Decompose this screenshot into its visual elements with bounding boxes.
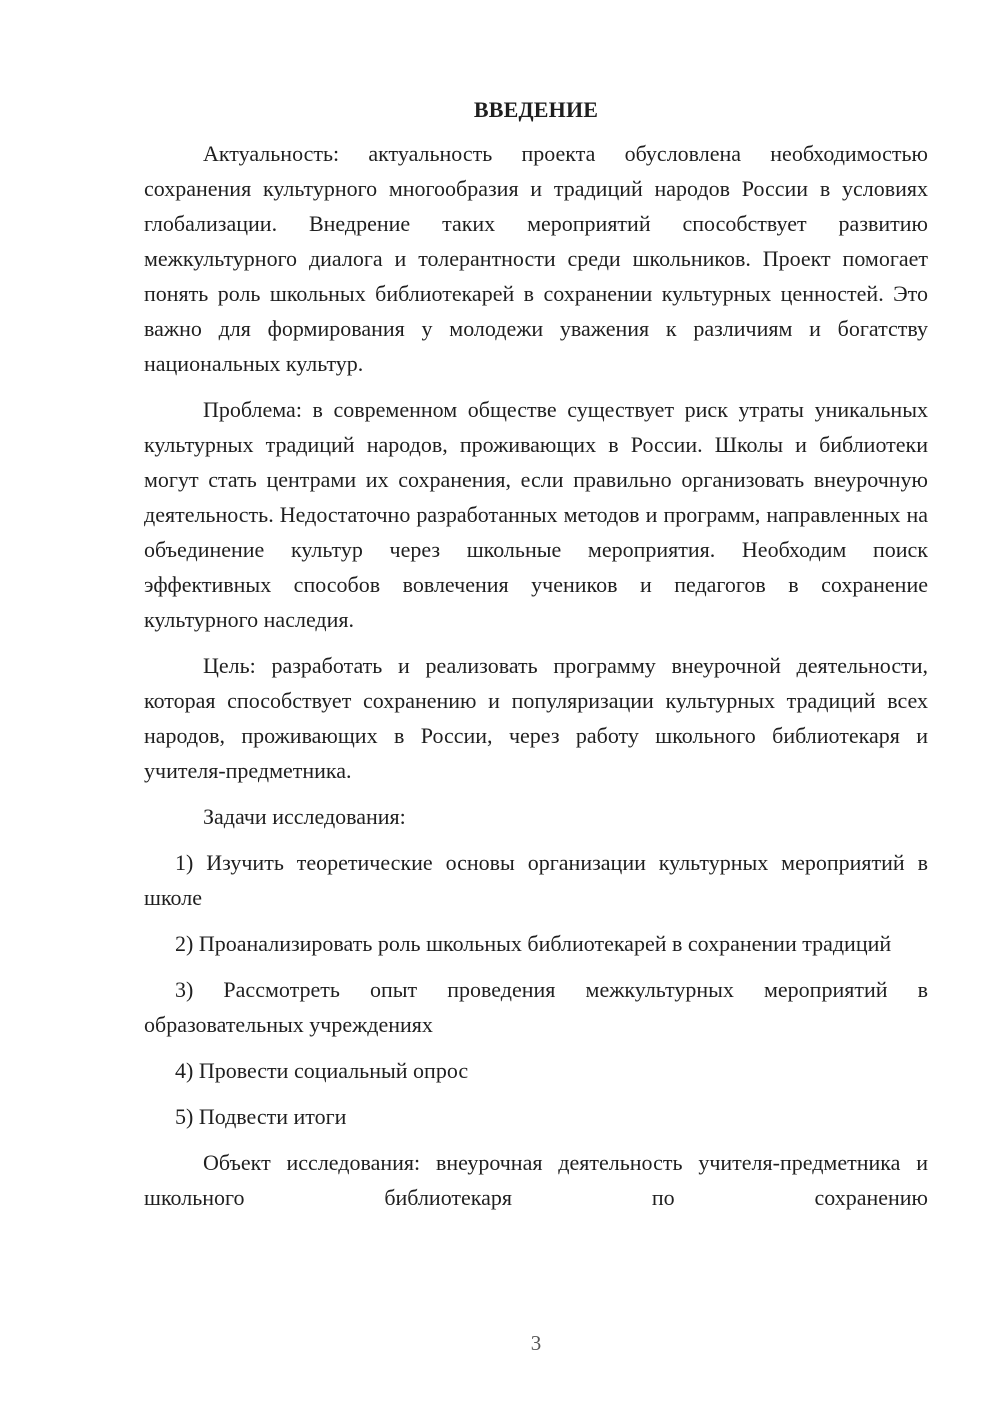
tasks-heading: Задачи исследования:	[203, 804, 406, 829]
page-number: 3	[530, 1331, 542, 1355]
paragraph-object: Объект исследования: внеурочная деятельность учителя-предметника и школьного библиотекаря по сохранению	[144, 1150, 928, 1210]
task-item: 3) Рассмотреть опыт проведения межкультурных мероприятий в образовательных учреждениях	[144, 977, 928, 1037]
paragraph-problem: Проблема: в современном обществе существует риск утраты уникальных культурных традиций народов, проживающих в России. Школы и библиотеки могут стать центрами их сохранения, если правильно организовать внеурочную деятельность. Недостаточно разработанных методов и программ, направленных на объединение культур через школьные мероприятия. Необходим поиск эффективных способов вовлечения учеников и педагогов в сохранение культурного наследия.	[144, 397, 928, 632]
paragraph-relevance: Актуальность: актуальность проекта обусловлена необходимостью сохранения культурного многообразия и традиций народов России в условиях глобализации. Внедрение таких мероприятий способствует развитию межкультурного диалога и толерантности среди школьников. Проект помогает понять роль школьных библиотекарей в сохранении культурных ценностей. Это важно для формирования у молодежи уважения к различиям и богатству национальных культур.	[144, 141, 928, 376]
task-item: 5) Подвести итоги	[175, 1104, 347, 1129]
paragraph-goal: Цель: разработать и реализовать программу внеурочной деятельности, которая способствует сохранению и популяризации культурных традиций всех народов, проживающих в России, через работу школьного библиотекаря и учителя-предметника.	[144, 653, 928, 783]
page-content	[144, 92, 928, 1226]
task-item: 1) Изучить теоретические основы организации культурных мероприятий в школе	[144, 850, 928, 910]
task-item: 2) Проанализировать роль школьных библиотекарей в сохранении традиций	[175, 931, 892, 956]
task-item: 4) Провести социальный опрос	[175, 1058, 469, 1083]
page-title: ВВЕДЕНИЕ	[473, 97, 599, 122]
